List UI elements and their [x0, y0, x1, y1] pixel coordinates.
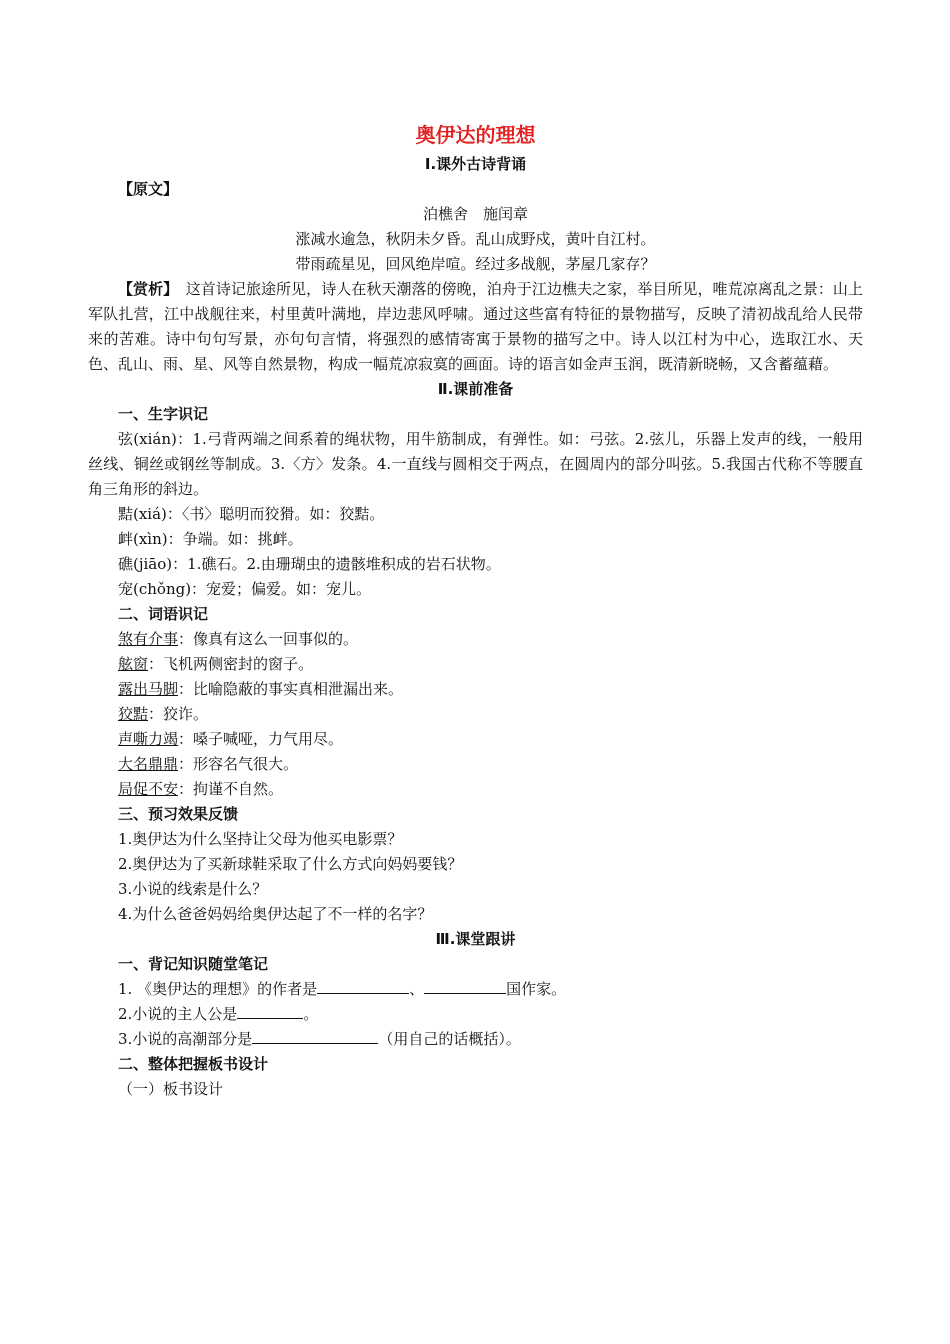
feedback-question: 3.小说的线索是什么？ [118, 880, 268, 898]
word-term: 局促不安 [118, 780, 179, 798]
word-definition: ：狡诈。 [148, 705, 209, 723]
fill-blank-protagonist[interactable] [237, 1003, 303, 1019]
word-entry [88, 702, 863, 727]
word-entry [88, 727, 863, 752]
word-term: 声嘶力竭 [118, 730, 179, 748]
notes-question-3 [88, 1027, 863, 1052]
document-content [88, 118, 863, 1102]
fill-blank-climax[interactable] [252, 1028, 378, 1044]
chars-heading: 一、生字识记 [118, 405, 209, 423]
appreciation-label: 【赏析】 [118, 280, 171, 298]
section-heading-2: Ⅱ.课前准备 [437, 380, 514, 398]
word-term: 舷窗 [118, 655, 149, 673]
word-term: 狡黠 [118, 705, 149, 723]
word-term: 煞有介事 [118, 630, 179, 648]
word-definition: ：形容名气很大。 [178, 755, 299, 773]
section-heading-1: Ⅰ.课外古诗背诵 [424, 155, 527, 173]
appreciation-text: 这首诗记旅途所见，诗人在秋天潮落的傍晚，泊舟于江边樵夫之家，举目所见，唯荒凉离乱之景：山上军队扎营，江中战舰往来，村里黄叶满地，岸边悲风呼啸。通过这些富有特征的景物描写，反映了清初战乱给人民带来的苦难。诗中句句写景，亦句句言情，将强烈的感情寄寓于景物的描写之中。诗人以江村为中心，选取江水、天色、乱山、雨、星、风等自然景物，构成一幅荒凉寂寞的画面。诗的语言如金声玉润，既清新晓畅，又含蓄蕴藉。 [88, 280, 863, 373]
word-term: 露出马脚 [118, 680, 179, 698]
question-text: 、 [409, 980, 425, 998]
section-heading-3: Ⅲ.课堂跟讲 [435, 930, 516, 948]
notes-heading: 一、背记知识随堂笔记 [118, 955, 269, 973]
poem-line-2: 带雨疏星见，回风绝岸喧。经过多战舰，茅屋几家存？ [295, 255, 656, 273]
word-definition: ：嗓子喊哑，力气用尽。 [178, 730, 344, 748]
feedback-question: 4.为什么爸爸妈妈给奥伊达起了不一样的名字？ [118, 905, 433, 923]
question-text: （用自己的话概括）。 [378, 1030, 521, 1048]
appreciation-paragraph [88, 277, 863, 377]
document-title: 奥伊达的理想 [415, 123, 536, 147]
word-definition: ：飞机两侧密封的窗子。 [148, 655, 314, 673]
question-text: 2.小说的主人公是 [118, 1005, 238, 1023]
poem-heading: 泊樵舍 施闰章 [422, 205, 528, 223]
word-entry [88, 627, 863, 652]
question-text: 3.小说的高潮部分是 [118, 1030, 253, 1048]
word-entry [88, 777, 863, 802]
original-text-label: 【原文】 [118, 180, 179, 198]
char-entry-jiao: 礁(jiāo)：1.礁石。2.由珊瑚虫的遗骸堆积成的岩石状物。 [118, 555, 501, 573]
feedback-question: 2.奥伊达为了买新球鞋采取了什么方式向妈妈要钱？ [118, 855, 463, 873]
word-term: 大名鼎鼎 [118, 755, 179, 773]
question-text: 国作家。 [506, 980, 567, 998]
poem-line-1: 涨减水逾急，秋阴未夕昏。乱山成野戍，黄叶自江村。 [295, 230, 656, 248]
char-entry-chong: 宠(chǒng)：宠爱；偏爱。如：宠儿。 [118, 580, 372, 598]
fill-blank-author[interactable] [317, 978, 409, 994]
board-design-label: （一）板书设计 [118, 1080, 224, 1098]
overall-heading: 二、整体把握板书设计 [118, 1055, 269, 1073]
notes-question-1 [88, 977, 863, 1002]
word-definition: ：像真有这么一回事似的。 [178, 630, 359, 648]
question-text: 。 [303, 1005, 319, 1023]
word-definition: ：比喻隐蔽的事实真相泄漏出来。 [178, 680, 404, 698]
word-entry [88, 677, 863, 702]
char-entry-xia: 黠(xiá)：〈书〉聪明而狡猾。如：狡黠。 [118, 505, 385, 523]
words-heading: 二、词语识记 [118, 605, 209, 623]
fill-blank-country[interactable] [424, 978, 506, 994]
word-entry [88, 652, 863, 677]
notes-question-2 [88, 1002, 863, 1027]
char-entry-xin: 衅(xìn)：争端。如：挑衅。 [118, 530, 303, 548]
word-entry [88, 752, 863, 777]
word-definition: ：拘谨不自然。 [178, 780, 284, 798]
feedback-question: 1.奥伊达为什么坚持让父母为他买电影票？ [118, 830, 403, 848]
question-text: 1. 《奥伊达的理想》的作者是 [118, 980, 318, 998]
feedback-heading: 三、预习效果反馈 [118, 805, 239, 823]
char-entry-xian: 弦(xián)：1.弓背两端之间系着的绳状物，用牛筋制成，有弹性。如：弓弦。2.弦儿，乐器上发声的线，一般用丝线、铜丝或钢丝等制成。3.〈方〉发条。4.一直线与圆相交于两点，在圆周内的部分叫弦。5.我国古代称不等腰直角三角形的斜边。 [88, 430, 863, 498]
